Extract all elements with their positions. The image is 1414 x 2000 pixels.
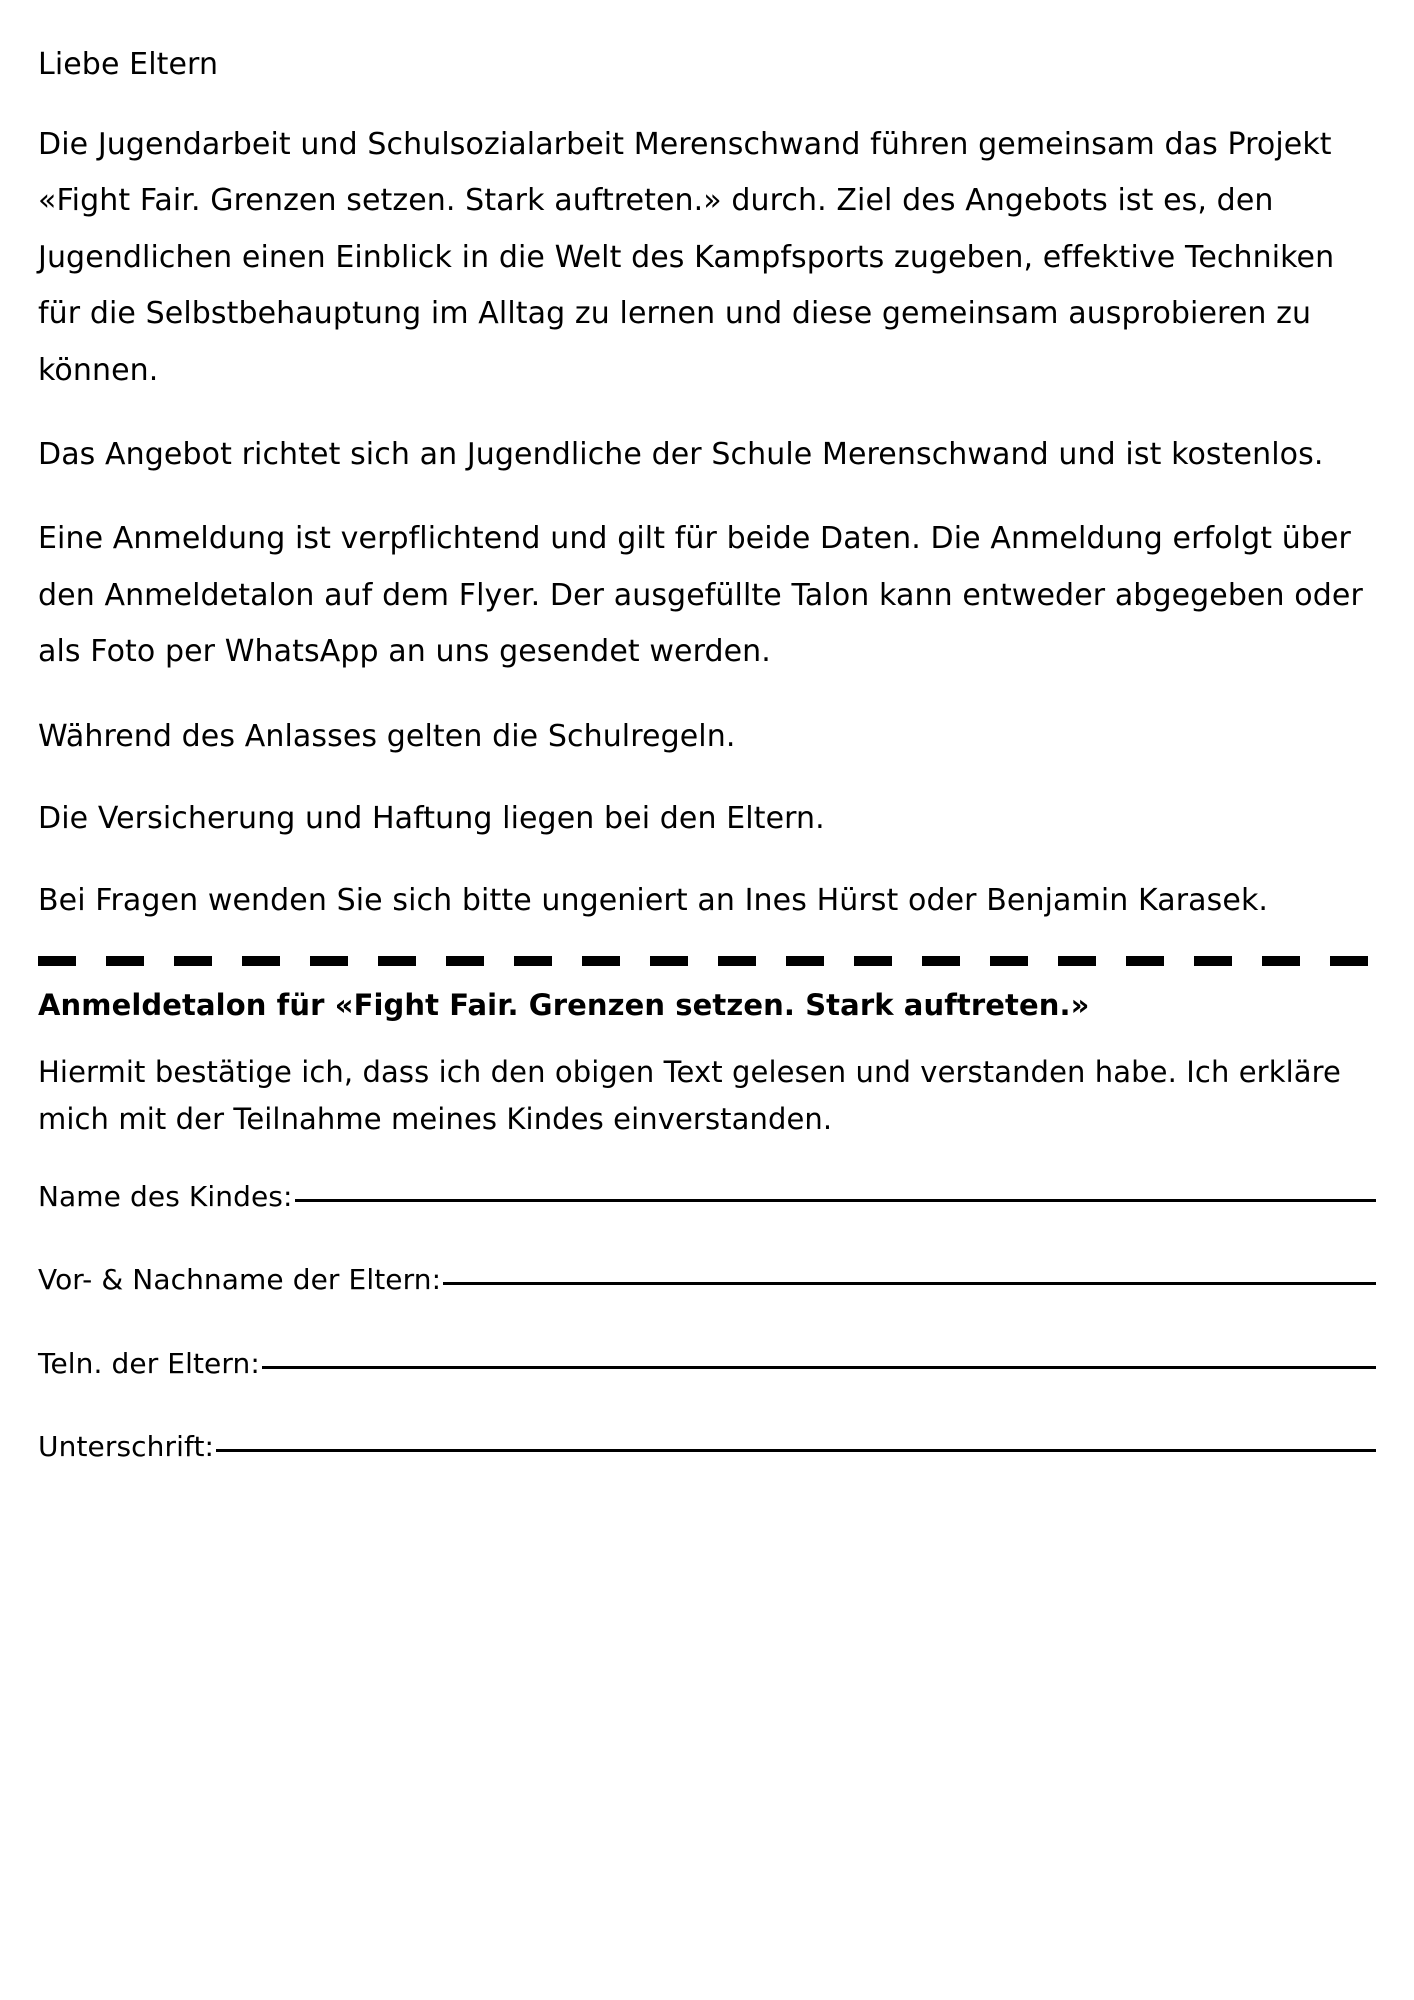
field-row-parents-name	[38, 1260, 1376, 1299]
field-row-child-name	[38, 1177, 1376, 1216]
body-paragraph-3: Eine Anmeldung ist verpflichtend und gilt für beide Daten. Die Anmeldung erfolgt über den Anmeldetalon auf dem Flyer. Der ausgefüllte Talon kann entweder abgegeben oder als Foto per WhatsApp an uns gesendet werden.	[38, 521, 1363, 670]
cut-here-dashed-separator	[38, 956, 1376, 966]
field-row-signature	[38, 1427, 1376, 1466]
body-paragraph-4: Während des Anlasses gelten die Schulregeln.	[38, 718, 736, 754]
salutation: Liebe Eltern	[38, 47, 219, 82]
child-name-input-line[interactable]	[295, 1198, 1376, 1202]
child-name-label: Name des Kindes:	[38, 1180, 293, 1214]
field-row-parents-phone	[38, 1344, 1376, 1383]
parents-phone-input-line[interactable]	[262, 1365, 1376, 1369]
body-paragraph-1: Die Jugendarbeit und Schulsozialarbeit Merenschwand führen gemeinsam das Projekt «Fight Fair. Grenzen setzen. Stark auftreten.» durch. Ziel des Angebots ist es, den Jugendlichen einen Einblick in die Welt des Kampfsports zugeben, effektive Techniken für die Selbstbehauptung im Alltag zu lernen und diese gemeinsam ausprobieren zu können.	[38, 127, 1335, 388]
consent-text: Hiermit bestätige ich, dass ich den obigen Text gelesen und verstanden habe. Ich erkläre mich mit der Teilnahme meines Kindes einverstanden.	[38, 1055, 1341, 1137]
body-paragraph-2: Das Angebot richtet sich an Jugendliche der Schule Merenschwand und ist kostenlos.	[38, 436, 1324, 472]
body-paragraph-5: Die Versicherung und Haftung liegen bei den Eltern.	[38, 800, 825, 836]
registration-form-title: Anmeldetalon für «Fight Fair. Grenzen setzen. Stark auftreten.»	[38, 987, 1090, 1022]
parents-name-input-line[interactable]	[443, 1281, 1376, 1285]
parents-name-label: Vor- & Nachname der Eltern:	[38, 1263, 442, 1297]
parents-phone-label: Teln. der Eltern:	[38, 1346, 260, 1380]
signature-label: Unterschrift:	[38, 1429, 215, 1463]
body-paragraph-6: Bei Fragen wenden Sie sich bitte ungeniert an Ines Hürst oder Benjamin Karasek.	[38, 883, 1269, 919]
signature-input-line[interactable]	[216, 1448, 1376, 1452]
